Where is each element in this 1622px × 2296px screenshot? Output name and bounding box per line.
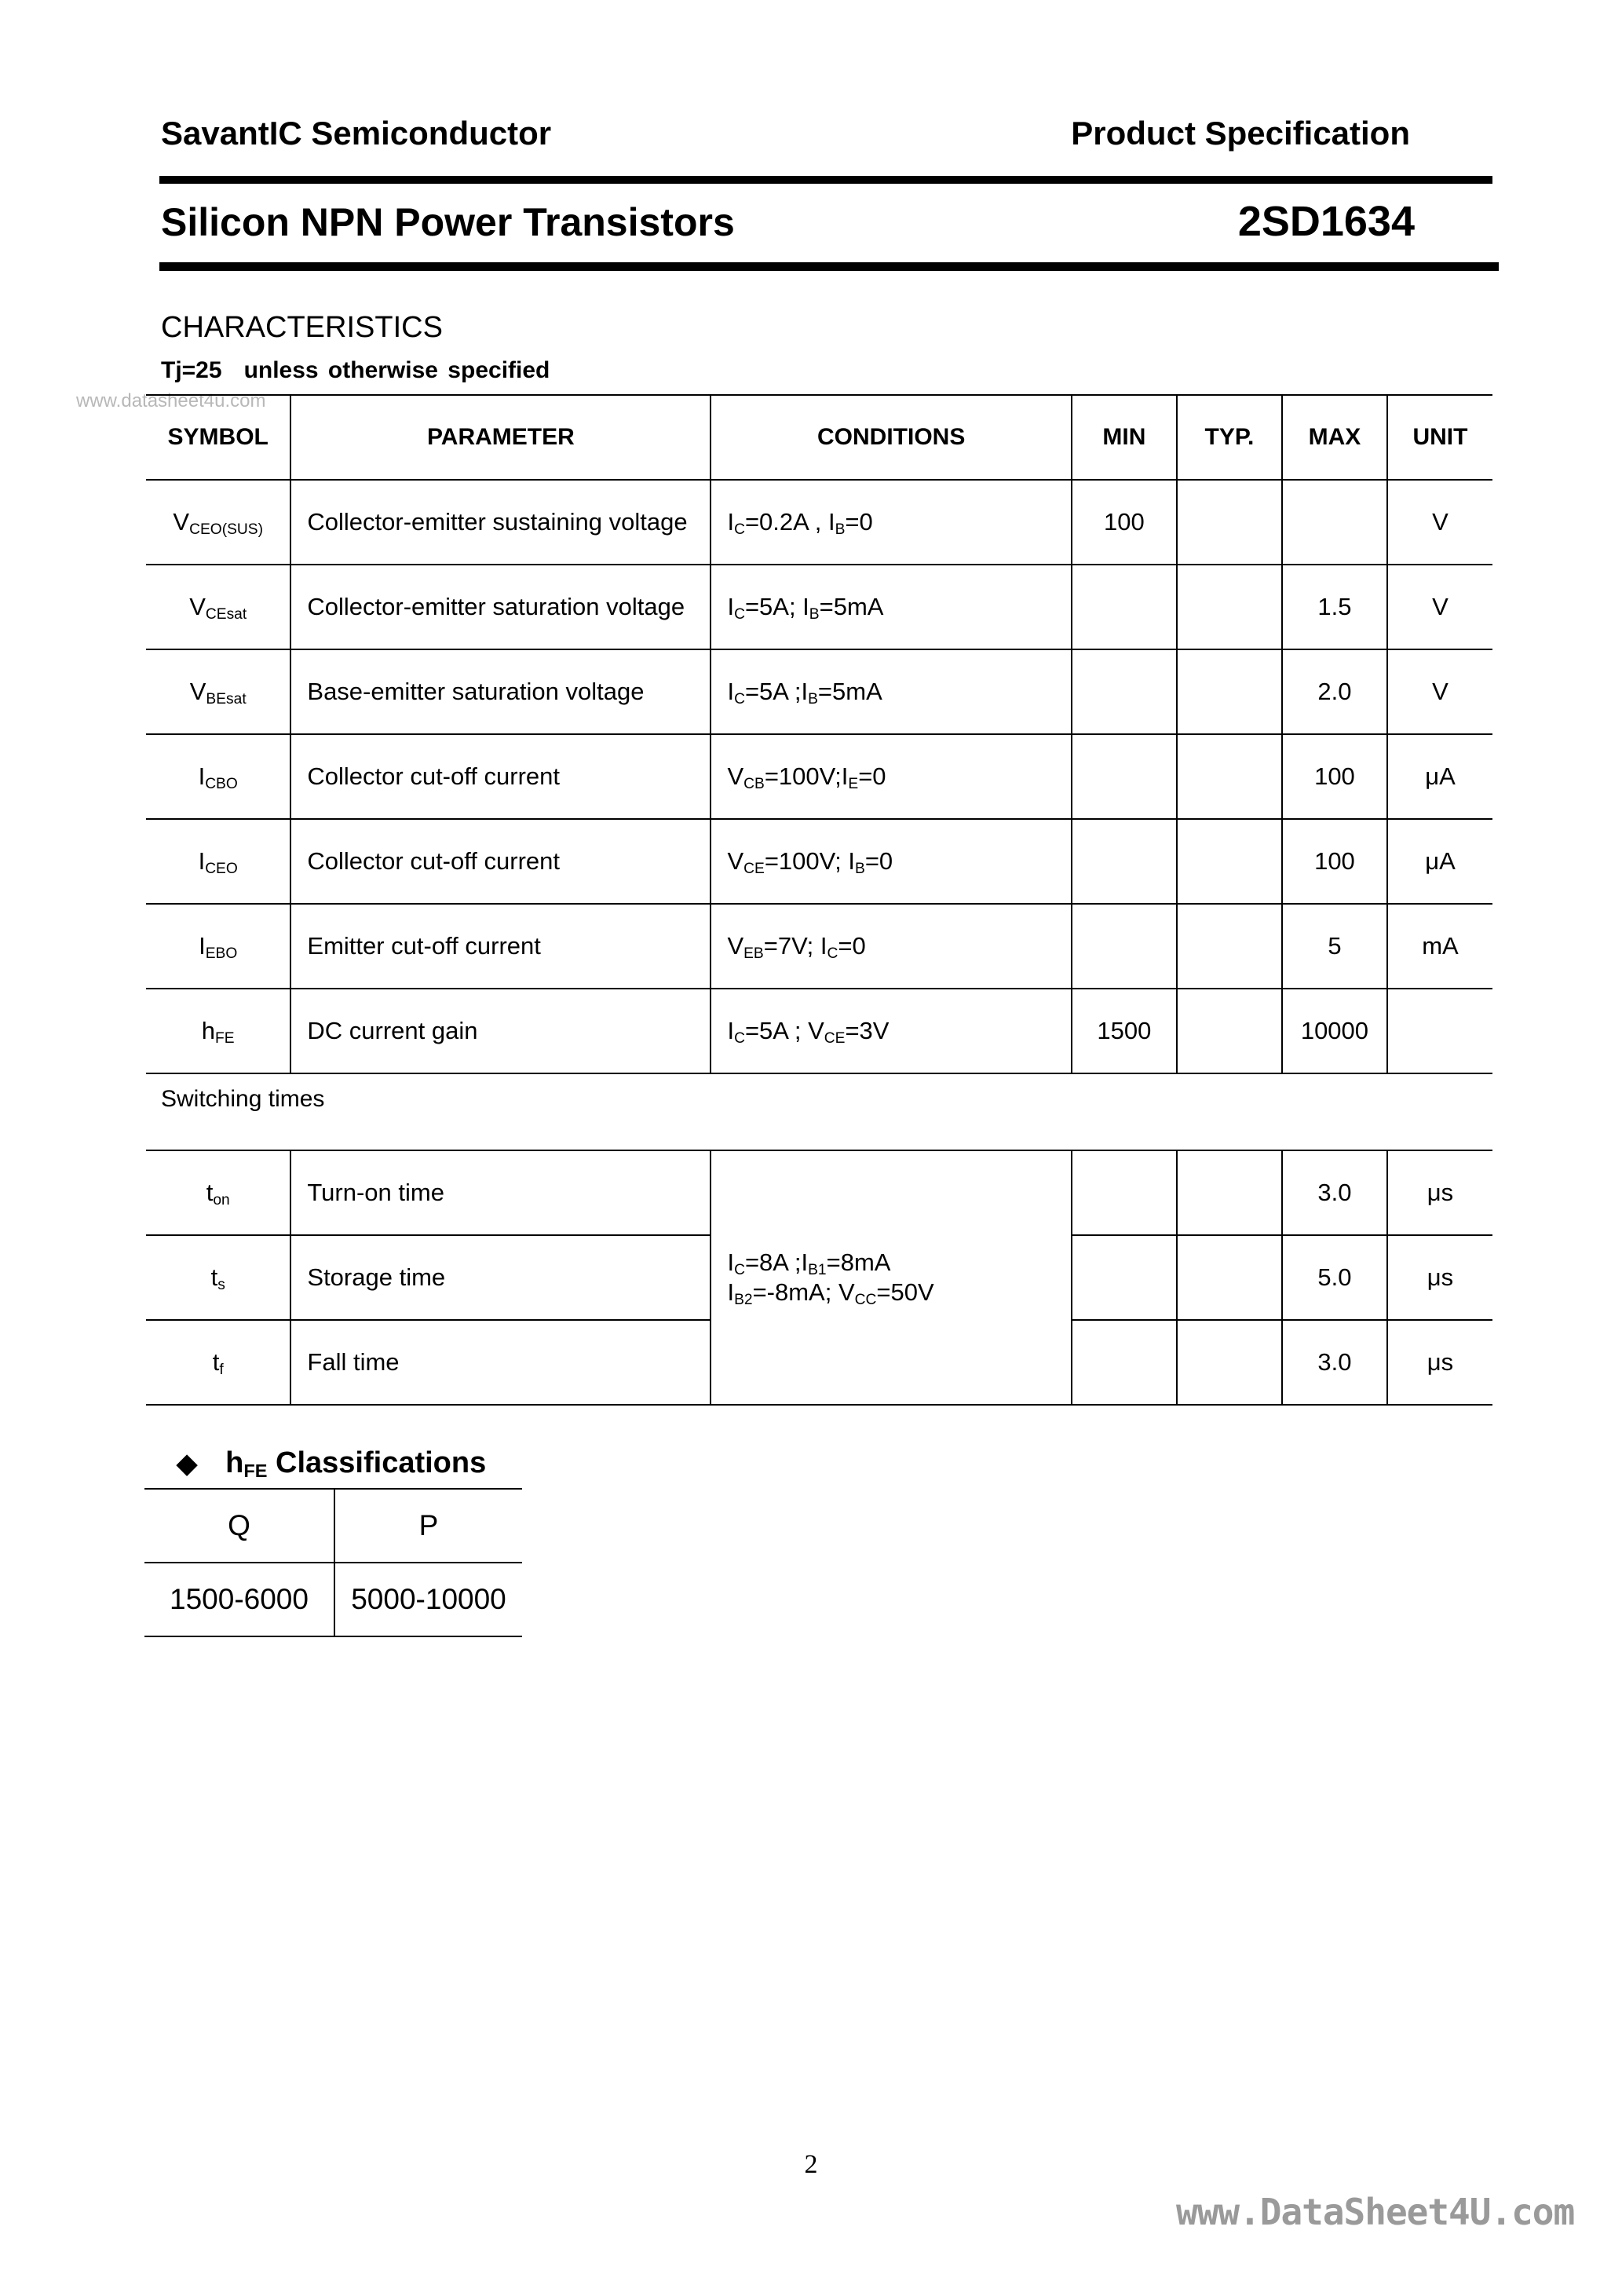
max-cell: 5 — [1282, 904, 1387, 989]
min-cell — [1072, 1150, 1177, 1235]
unit-cell: V — [1387, 649, 1492, 734]
typ-cell — [1177, 734, 1282, 819]
typ-cell — [1177, 649, 1282, 734]
hfe-classifications-table — [144, 1488, 522, 1637]
header-rule-bottom — [159, 262, 1499, 271]
min-cell — [1072, 1235, 1177, 1320]
column-header: UNIT — [1387, 395, 1492, 480]
table-row — [144, 1489, 522, 1563]
max-cell: 1.5 — [1282, 565, 1387, 649]
conditions-cell: $V_{EB}=7V$; $I_C=0$ — [711, 904, 1071, 989]
parameter-cell: Fall time — [290, 1320, 711, 1405]
symbol-cell: $V_{BEsat}$ — [146, 649, 290, 734]
parameter-cell: Base-emitter saturation voltage — [290, 649, 711, 734]
parameter-cell: Collector cut-off current — [290, 819, 711, 904]
switching-conditions-cell — [711, 1150, 1071, 1405]
test-condition — [161, 357, 550, 384]
typ-cell — [1177, 904, 1282, 989]
max-cell: 2.0 — [1282, 649, 1387, 734]
header-rule-top — [159, 176, 1492, 184]
conditions-cell: $I_C=5A$ ; $V_{CE}=3V$ — [711, 989, 1071, 1073]
column-header: PARAMETER — [290, 395, 711, 480]
switching-condition-line-1: $I_C=8A$ $;I_{B1}=8mA$ — [727, 1249, 891, 1278]
max-cell: 10000 — [1282, 989, 1387, 1073]
watermark-link[interactable]: www.datasheet4u.com — [76, 390, 266, 411]
conditions-cell: $V_{CE}=100V$; $I_B=0$ — [711, 819, 1071, 904]
column-header: TYP. — [1177, 395, 1282, 480]
parameter-cell: Collector cut-off current — [290, 734, 711, 819]
table-row — [146, 734, 1492, 819]
min-cell — [1072, 649, 1177, 734]
parameter-cell: Collector-emitter sustaining voltage — [290, 480, 711, 565]
unit-cell — [1387, 989, 1492, 1073]
unit-cell: μs — [1387, 1320, 1492, 1405]
document-title: Silicon NPN Power Transistors — [161, 200, 735, 244]
min-cell — [1072, 1320, 1177, 1405]
unit-cell: V — [1387, 565, 1492, 649]
symbol-cell: $I_{EBO}$ — [146, 904, 290, 989]
symbol-cell: $V_{CEsat}$ — [146, 565, 290, 649]
typ-cell — [1177, 1235, 1282, 1320]
table-row — [144, 1563, 522, 1636]
symbol-cell: $h_{FE}$ — [146, 989, 290, 1073]
min-cell — [1072, 565, 1177, 649]
conditions-cell: $I_C=0.2A$ , $I_B=0$ — [711, 480, 1071, 565]
parameter-cell: Emitter cut-off current — [290, 904, 711, 989]
conditions-cell: $V_{CB}=100V;I_E=0$ — [711, 734, 1071, 819]
table-row — [146, 819, 1492, 904]
unit-cell: μs — [1387, 1150, 1492, 1235]
table-row — [146, 1150, 1492, 1235]
symbol-cell: $V_{CEO(SUS)}$ — [146, 480, 290, 565]
typ-cell — [1177, 480, 1282, 565]
column-header: SYMBOL — [146, 395, 290, 480]
switching-condition-line-2: $I_{B2}=-8mA$; $V_{CC}=50V$ — [727, 1278, 934, 1308]
condition-note: unless otherwise specified — [243, 357, 550, 383]
symbol-cell: $I_{CBO}$ — [146, 734, 290, 819]
parameter-cell: DC current gain — [290, 989, 711, 1073]
column-header: MAX — [1282, 395, 1387, 480]
table-row — [146, 649, 1492, 734]
max-cell: 3.0 — [1282, 1320, 1387, 1405]
symbol-cell: $I_{CEO}$ — [146, 819, 290, 904]
symbol-cell: $t_s$ — [146, 1235, 290, 1320]
min-cell: 100 — [1072, 480, 1177, 565]
temperature-condition: Tj=25 — [161, 357, 222, 383]
company-name: SavantIC Semiconductor — [161, 115, 552, 152]
part-number: 2SD1634 — [1237, 198, 1415, 245]
unit-cell: mA — [1387, 904, 1492, 989]
table-header-row — [146, 395, 1492, 480]
conditions-cell: $I_C=5A$ $;I_B=5mA$ — [711, 649, 1071, 734]
range-cell: 1500-6000 — [144, 1563, 334, 1636]
column-header: CONDITIONS — [711, 395, 1071, 480]
conditions-cell: $I_C=5A$; $I_B=5mA$ — [711, 565, 1071, 649]
unit-cell: μA — [1387, 734, 1492, 819]
table-row — [146, 565, 1492, 649]
page-number: 2 — [804, 2150, 818, 2179]
max-cell: 3.0 — [1282, 1150, 1387, 1235]
rank-cell: Q — [144, 1489, 334, 1563]
rank-cell: P — [334, 1489, 522, 1563]
column-header: MIN — [1072, 395, 1177, 480]
unit-cell: μs — [1387, 1235, 1492, 1320]
min-cell — [1072, 904, 1177, 989]
typ-cell — [1177, 1150, 1282, 1235]
diamond-bullet-icon: ◆ — [177, 1449, 198, 1479]
max-cell: 100 — [1282, 819, 1387, 904]
table-row — [146, 904, 1492, 989]
typ-cell — [1177, 819, 1282, 904]
hfe-classifications-title: ◆ $h_{FE}$ Classifications — [177, 1446, 487, 1481]
characteristics-table — [146, 394, 1492, 1074]
unit-cell: μA — [1387, 819, 1492, 904]
min-cell — [1072, 734, 1177, 819]
max-cell: 100 — [1282, 734, 1387, 819]
min-cell — [1072, 819, 1177, 904]
typ-cell — [1177, 989, 1282, 1073]
parameter-cell: Storage time — [290, 1235, 711, 1320]
symbol-cell: $t_{on}$ — [146, 1150, 290, 1235]
table-row — [146, 989, 1492, 1073]
typ-cell — [1177, 565, 1282, 649]
switching-times-label: Switching times — [161, 1086, 325, 1112]
switching-table — [146, 1150, 1492, 1406]
min-cell: 1500 — [1072, 989, 1177, 1073]
table-row — [146, 480, 1492, 565]
document-type: Product Specification — [1071, 115, 1410, 152]
range-cell: 5000-10000 — [334, 1563, 522, 1636]
typ-cell — [1177, 1320, 1282, 1405]
max-cell: 5.0 — [1282, 1235, 1387, 1320]
parameter-cell: Turn-on time — [290, 1150, 711, 1235]
parameter-cell: Collector-emitter saturation voltage — [290, 565, 711, 649]
max-cell — [1282, 480, 1387, 565]
footer-watermark-link[interactable]: www.DataSheet4U.com — [1176, 2191, 1575, 2233]
symbol-cell: $t_f$ — [146, 1320, 290, 1405]
unit-cell: V — [1387, 480, 1492, 565]
section-title: CHARACTERISTICS — [161, 311, 443, 344]
